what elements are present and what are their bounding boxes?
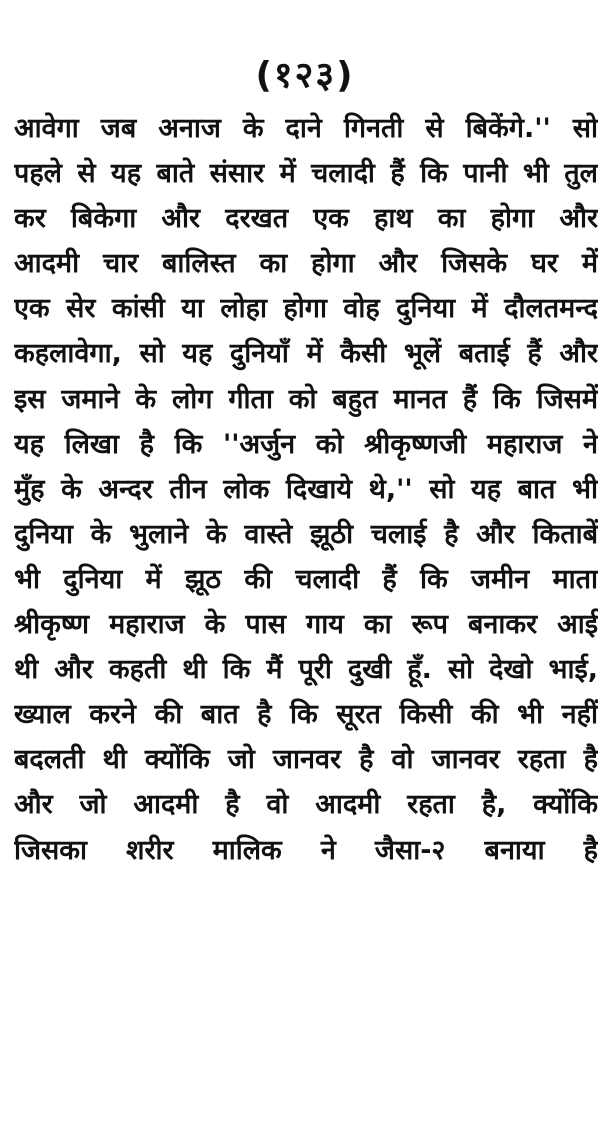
text-line: थी और कहती थी कि मैं पूरी दुखी हूँ. सो देखो भाई, xyxy=(14,654,598,686)
text-line: बदलती थी क्योंकि जो जानवर है वो जानवर रहता है xyxy=(14,744,598,776)
text-line: श्रीकृष्ण महाराज के पास गाय का रूप बनाकर आई xyxy=(14,609,598,641)
text-line: आदमी चार बालिस्त का होगा और जिसके घर में xyxy=(14,248,598,280)
text-line: इस जमाने के लोग गीता को बहुत मानत हैं कि जिसमें xyxy=(14,383,598,415)
text-line: पहले से यह बाते संसार में चलादी हैं कि पानी भी तुल xyxy=(14,158,598,190)
text-line: कर बिकेगा और दरखत एक हाथ का होगा और xyxy=(14,203,598,235)
text-line: दुनिया के भुलाने के वास्ते झूठी चलाई है और किताबें xyxy=(14,518,598,550)
text-line: आवेगा जब अनाज के दाने गिनती से बिकेंगे.'' सो xyxy=(14,113,598,144)
page-body-text xyxy=(14,106,598,873)
text-line: जिसका शरीर मालिक ने जैसा-२ बनाया है xyxy=(14,834,598,866)
text-line: एक सेर कांसी या लोहा होगा वोह दुनिया में दौलतमन्द xyxy=(14,293,598,325)
text-line: भी दुनिया में झूठ की चलादी हैं कि जमीन माता xyxy=(14,563,598,595)
text-line: और जो आदमी है वो आदमी रहता है, क्योंकि xyxy=(14,789,598,821)
text-line: कहलावेगा, सो यह दुनियाँ में कैसी भूलें बताई हैं और xyxy=(14,338,598,370)
text-line: मुँह के अन्दर तीन लोक दिखाये थे,'' सो यह बात भी xyxy=(14,473,598,505)
page-number: (१२३) xyxy=(255,55,355,96)
text-line: ख्याल करने की बात है कि सूरत किसी की भी नहीं xyxy=(14,699,598,731)
text-line: यह लिखा है कि ''अर्जुन को श्रीकृष्णजी महाराज ने xyxy=(14,428,598,460)
